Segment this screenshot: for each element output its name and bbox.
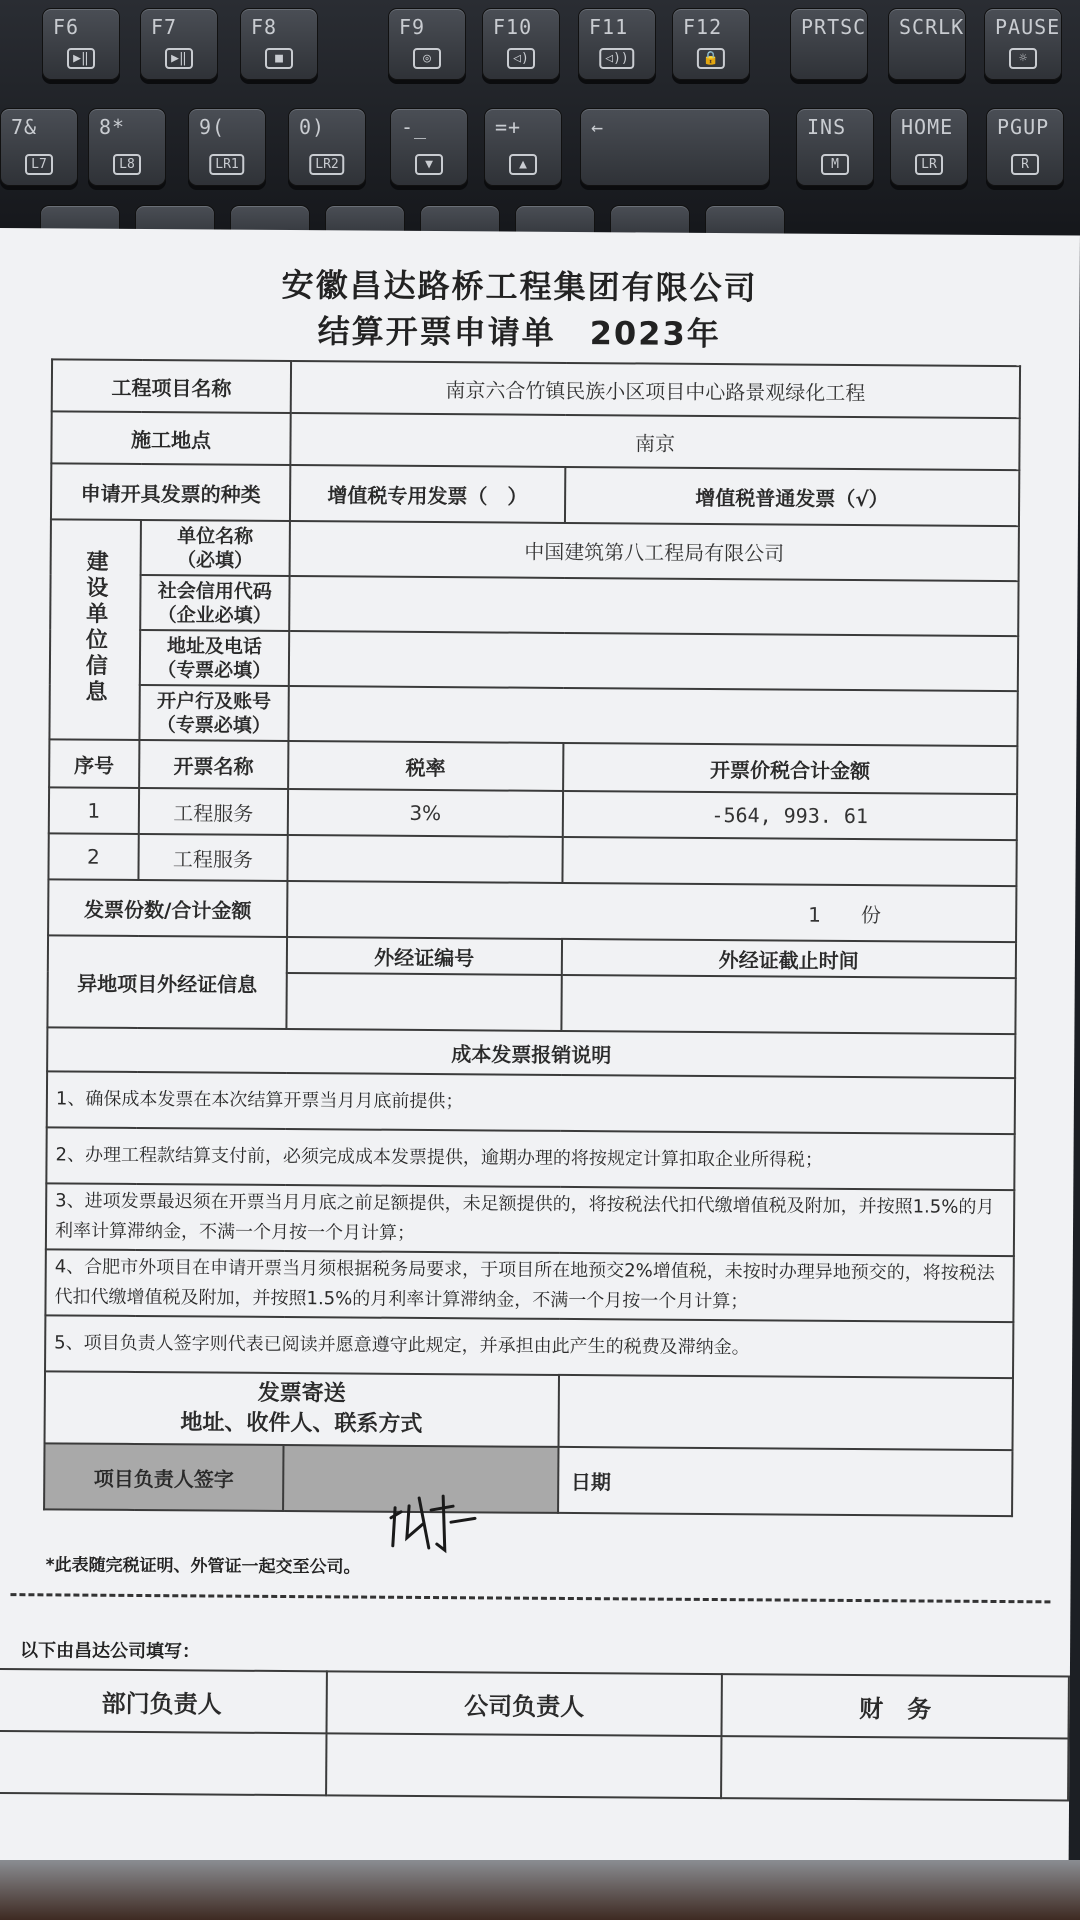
key-label: PAUSE (995, 15, 1061, 39)
row-item: 工程服务 (138, 834, 288, 881)
copies-value: 1 份 (287, 881, 1016, 942)
keyboard-key (188, 108, 266, 186)
desk-surface (0, 1860, 1080, 1920)
row-amount (562, 837, 1017, 886)
key-sublabel: L7 (25, 154, 53, 175)
key-label: 7& (11, 115, 38, 139)
key-label: -_ (401, 115, 428, 139)
date-label: 日期 (558, 1447, 1013, 1516)
table-row (48, 833, 1016, 886)
key-label: F10 (493, 15, 533, 39)
key-sublabel: ▼ (415, 154, 443, 175)
key-label: F7 (151, 15, 178, 39)
finance-label: 财 务 (721, 1674, 1068, 1738)
col-rate-header: 税率 (288, 741, 563, 791)
keyboard-key (796, 108, 874, 186)
keyboard-key (578, 8, 656, 80)
key-sublabel: L8 (113, 154, 141, 175)
key-label: HOME (901, 115, 954, 139)
project-name-value: 南京六合竹镇民族小区项目中心路景观绿化工程 (291, 361, 1020, 418)
key-sublabel: ▶‖ (165, 48, 193, 69)
credit-code-label: 社会信用代码 （企业必填） (140, 575, 290, 631)
key-label: F9 (399, 15, 426, 39)
key-label: =+ (495, 115, 522, 139)
table-row (49, 787, 1017, 840)
cert-label: 异地项目外经证信息 (47, 935, 287, 1029)
key-label: 9( (199, 115, 226, 139)
builder-info-label: 建设单位信息 (49, 519, 140, 740)
key-sublabel: LR1 (209, 154, 244, 175)
keyboard-key (140, 8, 218, 80)
key-label: PRTSC (801, 15, 867, 39)
col-item-header: 开票名称 (139, 740, 289, 789)
handwritten-signature (383, 1488, 483, 1559)
key-label: INS (807, 115, 847, 139)
keyboard-key (790, 8, 868, 80)
keyboard-key (390, 108, 468, 186)
row-no: 2 (48, 833, 138, 880)
company-head-label: 公司负责人 (326, 1671, 721, 1736)
keyboard-key (580, 108, 770, 186)
key-sublabel: R (1011, 154, 1039, 175)
key-sublabel: ◁)) (599, 48, 634, 69)
cut-line (10, 1593, 1050, 1603)
cert-no-label: 外经证编号 (287, 937, 562, 975)
unit-name-label: 单位名称 （必填） (140, 520, 290, 576)
keyboard-key (890, 108, 968, 186)
bank-label: 开户行及账号 （专票必填） (139, 685, 289, 741)
key-sublabel: ■ (265, 48, 293, 69)
keyboard-key (482, 8, 560, 80)
keyboard-key (484, 108, 562, 186)
keyboard-key (240, 8, 318, 80)
note-2: 2、办理工程款结算支付前，必须完成成本发票提供，逾期办理的将按规定计算扣取企业所得税； (46, 1127, 1014, 1190)
cert-deadline-label: 外经证截止时间 (561, 939, 1016, 978)
key-label: ← (591, 115, 605, 139)
site-label: 施工地点 (51, 411, 290, 465)
project-name-label: 工程项目名称 (52, 359, 291, 413)
key-sublabel: ◁) (507, 48, 535, 69)
key-label: PGUP (997, 115, 1050, 139)
key-sublabel: LR (915, 154, 943, 175)
key-label: 8* (99, 115, 126, 139)
col-amount-header: 开票价税合计金额 (563, 743, 1018, 794)
key-sublabel: LR2 (309, 154, 344, 175)
dept-head-label: 部门负责人 (0, 1669, 327, 1733)
keyboard-key (388, 8, 466, 80)
keyboard-key (88, 108, 166, 186)
key-sublabel: ▲ (509, 154, 537, 175)
row-amount: -564, 993. 61 (562, 791, 1017, 840)
address-value (289, 631, 1018, 691)
cert-no-value (286, 973, 561, 1031)
company-name: 安徽昌达路桥工程集团有限公司 (281, 265, 758, 308)
bank-value (288, 686, 1017, 746)
key-sublabel: ◎ (413, 48, 441, 69)
invoice-special-option: 增值税专用发票（ ） (290, 465, 565, 523)
row-rate (287, 835, 562, 883)
key-label: SCRLK (899, 15, 965, 39)
note-1: 1、确保成本发票在本次结算开票当月月底前提供； (47, 1071, 1015, 1134)
mail-value (558, 1375, 1013, 1450)
keyboard (0, 0, 1080, 240)
finance-sign (721, 1736, 1068, 1800)
row-item: 工程服务 (138, 788, 288, 835)
key-label: F6 (53, 15, 80, 39)
note-3: 3、进项发票最迟须在开票当月月底之前足额提供，未足额提供的，将按税法代扣代缴增值税及附加，并按照1.5%的月利率计算滞纳金，不满一个月按一个月计算； (46, 1183, 1014, 1256)
key-label: F11 (589, 15, 629, 39)
invoice-normal-option: 增值税普通发票（√） (565, 467, 1020, 526)
key-sublabel: ▶‖ (67, 48, 95, 69)
site-value: 南京 (290, 413, 1019, 470)
dept-head-sign (0, 1731, 326, 1795)
mail-label: 发票寄送 地址、收件人、联系方式 (45, 1371, 559, 1447)
key-sublabel: ☼ (1009, 48, 1037, 69)
key-label: 0) (299, 115, 326, 139)
keyboard-key (888, 8, 966, 80)
keyboard-key (0, 108, 78, 186)
sign-label: 项目负责人签字 (44, 1443, 283, 1511)
cert-deadline-value (561, 975, 1016, 1034)
company-fill-label: 以下由昌达公司填写： (19, 1640, 201, 1663)
key-sublabel: 🔒 (697, 48, 725, 69)
form-title: 结算开票申请单 2023年 (317, 312, 721, 354)
unit-name-value: 中国建筑第八工程局有限公司 (290, 521, 1019, 581)
approval-table (0, 1668, 1070, 1801)
note-5: 5、项目负责人签字则代表已阅读并愿意遵守此规定，并承担由此产生的税费及滞纳金。 (45, 1315, 1013, 1378)
key-label: F12 (683, 15, 723, 39)
keyboard-key (986, 108, 1064, 186)
key-sublabel: M (821, 154, 849, 175)
company-head-sign (326, 1733, 721, 1798)
application-table (43, 358, 1021, 1517)
credit-code-value (289, 576, 1018, 636)
cost-invoice-title: 成本发票报销说明 (47, 1027, 1015, 1078)
copies-label: 发票份数/合计金额 (48, 879, 287, 937)
footnote: *此表随完税证明、外管证一起交至公司。 (45, 1555, 361, 1578)
invoice-type-label: 申请开具发票的种类 (51, 463, 290, 521)
key-label: F8 (251, 15, 278, 39)
row-no: 1 (49, 787, 139, 834)
note-4: 4、合肥市外项目在申请开票当月须根据税务局要求，于项目所在地预交2%增值税，未按时办理异地预交的，将按税法代扣代缴增值税及附加，并按照1.5%的月利率计算滞纳金，不满一个月按一个月计算； (45, 1249, 1013, 1322)
keyboard-key (42, 8, 120, 80)
col-no-header: 序号 (49, 739, 139, 788)
address-label: 地址及电话 （专票必填） (139, 630, 289, 686)
settlement-invoice-form (0, 228, 1080, 1875)
keyboard-key (672, 8, 750, 80)
row-rate: 3% (288, 789, 563, 837)
keyboard-key (984, 8, 1062, 80)
keyboard-key (288, 108, 366, 186)
